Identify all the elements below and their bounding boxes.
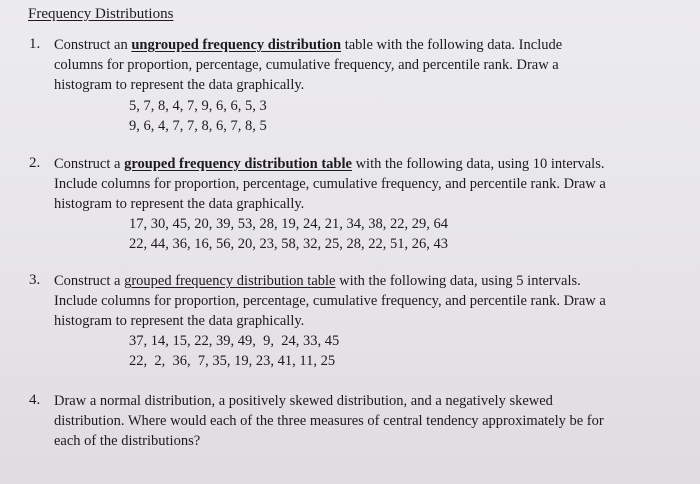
question-number: 3.: [29, 272, 41, 288]
question-number: 1.: [29, 36, 41, 52]
keyword: grouped frequency distribution table: [124, 156, 352, 172]
question-line: histogram to represent the data graphically.: [54, 77, 305, 93]
question-line: Construct an ungrouped frequency distribution table with the following data. Include: [54, 37, 563, 53]
data-row: 5, 7, 8, 4, 7, 9, 6, 6, 5, 3: [129, 98, 267, 114]
data-row: 37, 14, 15, 22, 39, 49, 9, 24, 33, 45: [129, 333, 340, 349]
keyword: grouped frequency distribution table: [124, 273, 336, 289]
question-number: 4.: [29, 392, 41, 408]
question-line: Include columns for proportion, percentage, cumulative frequency, and percentile rank. Draw a: [54, 176, 606, 192]
data-row: 22, 2, 36, 7, 35, 19, 23, 41, 11, 25: [129, 353, 336, 369]
question-line: distribution. Where would each of the three measures of central tendency approximately be for: [54, 413, 604, 429]
data-row: 17, 30, 45, 20, 39, 53, 28, 19, 24, 21, 34, 38, 22, 29, 64: [129, 216, 448, 232]
question-line: Construct a grouped frequency distribution table with the following data, using 10 intervals.: [54, 156, 605, 172]
question-line: Construct a grouped frequency distribution table with the following data, using 5 intervals.: [54, 273, 581, 289]
page-title: Frequency Distributions: [28, 6, 174, 22]
question-line: histogram to represent the data graphically.: [54, 313, 305, 329]
question-line: Draw a normal distribution, a positively skewed distribution, and a negatively skewed: [54, 393, 553, 409]
keyword: ungrouped frequency distribution: [131, 37, 342, 53]
question-line: columns for proportion, percentage, cumulative frequency, and percentile rank. Draw a: [54, 57, 559, 73]
data-row: 9, 6, 4, 7, 7, 8, 6, 7, 8, 5: [129, 118, 267, 134]
question-number: 2.: [29, 155, 41, 171]
question-line: each of the distributions?: [54, 433, 201, 449]
question-line: Include columns for proportion, percentage, cumulative frequency, and percentile rank. Draw a: [54, 293, 606, 309]
question-line: histogram to represent the data graphically.: [54, 196, 305, 212]
data-row: 22, 44, 36, 16, 56, 20, 23, 58, 32, 25, 28, 22, 51, 26, 43: [129, 236, 448, 252]
